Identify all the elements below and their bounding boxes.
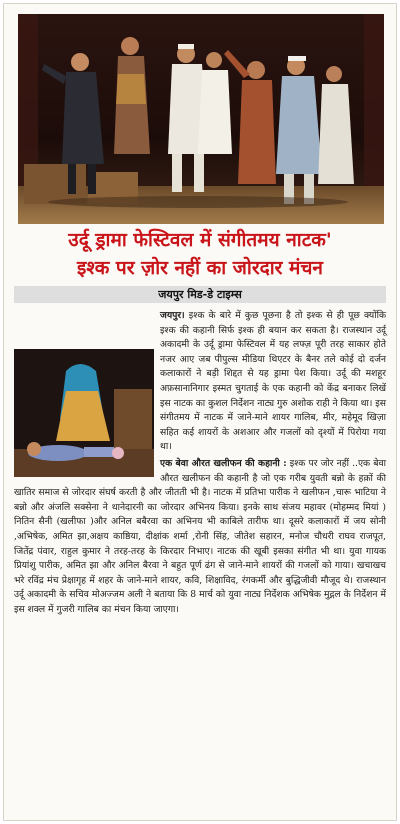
paragraph-1-text: इश्क के बारे में कुछ पूछना है तो इश्क से ही पूछ क्योंकि इश्क की कहानी सिर्फ इश्क ही बयान कर सकता है। राजस्थान उर्दू अकादमी के उर्दू ड्रामा फेस्टिवल में यह लफ्ज़ पूरी तरह साकार होते नजर आए जब पीपुल्स मीडिया थिएटर के बैनर तले कोई दो दर्जन कलाकारों ने बड़ी शिद्दत से यह ड्रामा पेश किया। उर्दू की मशहूर अफ़सानानिगार इस्मत चुगताई के एक कहानी को केंद्र बनाकर लिखें इस नाटक का कुशल निर्देशन नाट्य गुरु अशोक राही ने किया था। इस संगीतमय में नाटक में जाने-माने शायर गालिब, मीर, महेमूद खिज़ा सहित कई शायरों के अशआर और गजलों को दृश्यों में पिरोया गया था।	[160, 310, 387, 453]
paragraph-2-text: इश्क पर जोर नहीं ..एक बेवा औरत खलीफन की कहानी है जो एक गरीब युवती बन्नो के हक़ों की खातिर समाज से जोरदार संघर्ष करती है और जीतती भी है। नाटक में प्रतिभा पारीक ने खलीफन ,चारू भाटिया ने बन्नो और अंजलि सक्सेना ने थानेदारनी का जोरदार अभिनय किया। इनके साथ संजय महावर (मोहम्मद मियां ) नितिन सैनी (खलीफा )और अनिल बबैरवा का अभिनय भी काबिले तारीफ था। दूसरे कलाकारों में जय सोनी ,अभिषेक, अमित झा,अक्षय काष्ठिया, दीक्षांक शर्मा ,रोनी सिंह, जीतेश सहारन, मनोज चौधरी राघव राजपूत, जितेंद्र पंवार, राहुल कुमार ने तरह-तरह के किरदार निभाए। नाटक की खूबी इसका संगीत भी था। युवा गायक प्रियांशु पारीक, अमित झा और अनिल बैरवा ने बहुत पूर्ण ढंग से जाने-माने शायरों की गजलों को गाया। खचाखच भरे रविंद्र मंच प्रेक्षागृह में शहर के जाने-माने शायर, कवि, शिक्षाविद, रंगकर्मी और बुद्धिजीवी मौजूद थे। राजस्थान उर्दू अकादमी के सचिव मोअज्जम अली ने बताया कि 8 मार्च को युवा नाट्य निर्देशक अभिषेक मुद्गल के निर्देशन में इस शक्ल में गुजरी गालिब का मंचन किया जाएगा।	[14, 457, 386, 615]
dateline: जयपुर।	[160, 310, 185, 321]
article-body	[14, 309, 386, 617]
newspaper-clipping	[3, 3, 397, 821]
stage-performance-photo	[18, 14, 384, 224]
paragraph-2	[14, 457, 386, 618]
byline: जयपुर मिड-डे टाइम्स	[14, 286, 386, 303]
inline-performance-photo	[14, 349, 154, 477]
subheading: एक बेवा औरत खलीफन की कहानी :	[160, 457, 287, 469]
headline	[10, 226, 390, 282]
headline-line-2: इश्क पर ज़ोर नहीं का जोरदार मंचन	[77, 257, 323, 279]
headline-line-1: उर्दू ड्रामा फेस्टिवल में संगीतमय नाटक'	[68, 229, 332, 251]
